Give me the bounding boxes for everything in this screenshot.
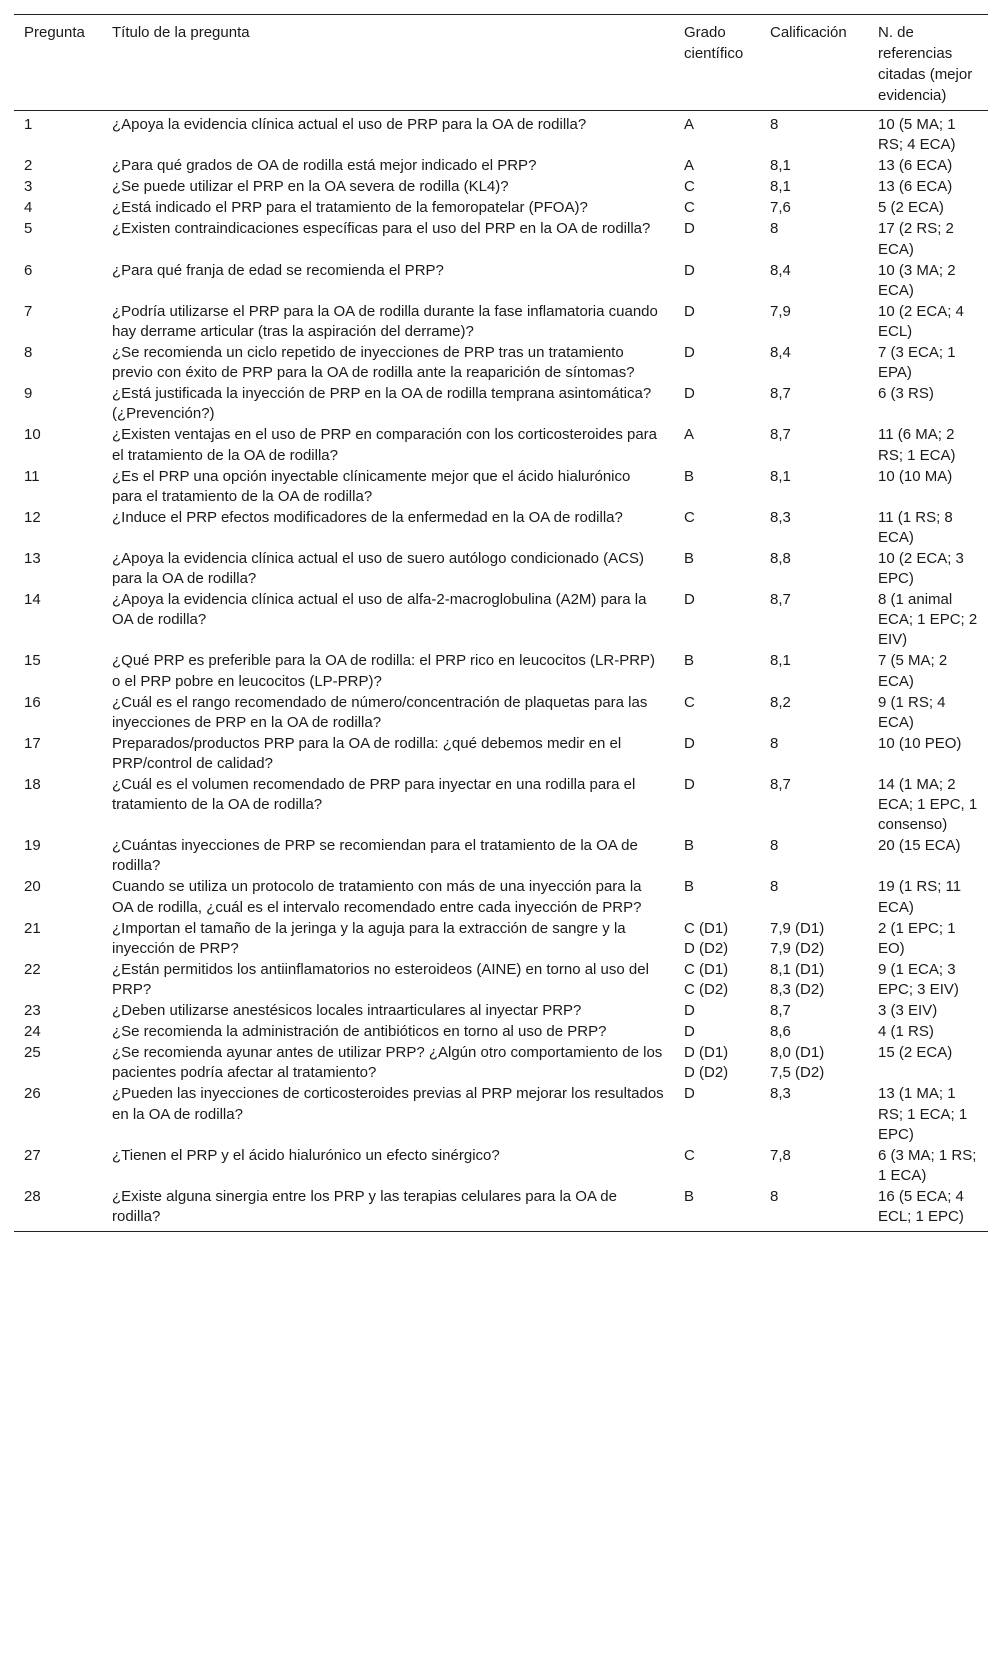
- table-row: [14, 507, 988, 548]
- header-calificacion: Calificación: [760, 15, 868, 111]
- cell-grado: D: [684, 220, 695, 238]
- cell-titulo: ¿Importan el tamaño de la jeringa y la aguja para la extracción de sangre y la inyección de PRP?: [112, 919, 626, 957]
- cell-referencias: 16 (5 ECA; 4 ECL; 1 EPC): [868, 1186, 988, 1232]
- cell-pregunta: 24: [24, 1023, 41, 1041]
- cell-pregunta: 21: [24, 919, 41, 937]
- table-row: [14, 383, 988, 424]
- cell-titulo: ¿Deben utilizarse anestésicos locales intraarticulares al inyectar PRP?: [112, 1002, 582, 1020]
- cell-grado: C: [684, 508, 695, 526]
- cell-calificacion: 8,6: [770, 1023, 791, 1041]
- cell-pregunta: 1: [24, 116, 33, 133]
- table-row: [14, 176, 988, 197]
- header-pregunta: Pregunta: [14, 15, 102, 111]
- cell-pregunta: 6: [24, 261, 33, 279]
- cell-pregunta: 3: [24, 178, 33, 196]
- cell-calificacion: 8,3: [770, 1085, 791, 1103]
- cell-calificacion: 8,7: [770, 385, 791, 403]
- cell-grado: D: [684, 776, 695, 793]
- table-row: [14, 733, 988, 774]
- cell-grado: C: [684, 1146, 695, 1164]
- cell-referencias: 10 (3 MA; 2 ECA): [878, 261, 956, 299]
- cell-referencias: 3 (3 EIV): [878, 1002, 938, 1020]
- table-row: [14, 466, 988, 507]
- cell-grado: D: [684, 344, 695, 362]
- cell-grado: D (D1) D (D2): [684, 1044, 729, 1082]
- cell-calificacion: 8,0 (D1) 7,5 (D2): [770, 1044, 825, 1082]
- cell-referencias: 15 (2 ECA): [878, 1044, 953, 1062]
- cell-referencias: 8 (1 animal ECA; 1 EPC; 2 EIV): [878, 591, 978, 649]
- cell-calificacion: 8: [770, 837, 779, 855]
- cell-referencias: 7 (5 MA; 2 ECA): [878, 652, 948, 690]
- cell-calificacion: 8,4: [770, 344, 791, 362]
- cell-referencias: 19 (1 RS; 11 ECA): [878, 878, 962, 916]
- cell-calificacion: 8,1: [770, 467, 791, 485]
- cell-pregunta: 25: [24, 1044, 41, 1062]
- cell-calificacion: 7,9: [770, 302, 791, 320]
- cell-pregunta: 9: [24, 385, 33, 403]
- cell-pregunta: 11: [24, 467, 40, 485]
- table-row: [14, 1083, 988, 1144]
- cell-referencias: 10 (2 ECA; 3 EPC): [878, 549, 964, 588]
- cell-titulo: ¿Cuántas inyecciones de PRP se recomiendan para el tratamiento de la OA de rodilla?: [112, 837, 638, 875]
- cell-grado: B: [684, 878, 695, 896]
- table-row: [14, 589, 988, 650]
- cell-titulo: ¿Está indicado el PRP para el tratamiento de la femoropatelar (PFOA)?: [112, 199, 588, 217]
- table-row: [14, 835, 988, 876]
- cell-referencias: 6 (3 RS): [878, 385, 934, 403]
- cell-titulo: ¿Para qué grados de OA de rodilla está mejor indicado el PRP?: [112, 157, 537, 175]
- cell-titulo: ¿Existen contraindicaciones específicas para el uso del PRP en la OA de rodilla?: [112, 220, 651, 238]
- cell-titulo: ¿Está justificada la inyección de PRP en la OA de rodilla temprana asintomática? (¿Prevención?): [112, 385, 652, 423]
- table-row: [14, 342, 988, 383]
- cell-titulo: ¿Se recomienda ayunar antes de utilizar PRP? ¿Algún otro comportamiento de los pacientes podría afectar al tratamiento?: [112, 1044, 663, 1082]
- cell-pregunta: 10: [24, 426, 41, 444]
- cell-pregunta: 13: [24, 549, 41, 567]
- cell-pregunta: 14: [24, 591, 41, 609]
- cell-referencias: 2 (1 EPC; 1 EO): [878, 919, 956, 957]
- cell-referencias: 20 (15 ECA): [878, 837, 961, 855]
- cell-titulo: ¿Se recomienda un ciclo repetido de inyecciones de PRP tras un tratamiento previo con éxito de PRP para la OA de rodilla ante la reaparición de síntomas?: [112, 344, 635, 382]
- cell-pregunta: 26: [24, 1085, 41, 1103]
- table-header: [14, 15, 988, 111]
- cell-pregunta: 28: [14, 1186, 102, 1232]
- prp-questions-table: [14, 14, 988, 1232]
- cell-referencias: 10 (10 PEO): [878, 734, 962, 752]
- cell-titulo: ¿Es el PRP una opción inyectable clínicamente mejor que el ácido hialurónico para el tratamiento de la OA de rodilla?: [112, 467, 631, 505]
- table-row: [14, 1186, 988, 1232]
- cell-referencias: 5 (2 ECA): [878, 199, 944, 217]
- table-row: [14, 548, 988, 589]
- cell-referencias: 10 (5 MA; 1 RS; 4 ECA): [878, 116, 956, 154]
- cell-grado: D: [684, 734, 695, 752]
- cell-grado: C: [684, 199, 695, 217]
- table-row: [14, 155, 988, 176]
- table-row: [14, 1145, 988, 1186]
- table-row: [14, 876, 988, 917]
- table-row: [14, 650, 988, 691]
- cell-calificacion: 8,2: [770, 693, 791, 711]
- cell-grado: B: [684, 652, 695, 670]
- cell-referencias: 6 (3 MA; 1 RS; 1 ECA): [878, 1146, 977, 1184]
- header-row: [14, 15, 988, 111]
- table-row: [14, 260, 988, 301]
- cell-pregunta: 12: [24, 508, 41, 526]
- cell-titulo: ¿Apoya la evidencia clínica actual el uso de suero autólogo condicionado (ACS) para la OA de rodilla?: [112, 549, 644, 588]
- cell-referencias: 14 (1 MA; 2 ECA; 1 EPC, 1 consenso): [878, 776, 978, 834]
- cell-pregunta: 2: [24, 157, 33, 175]
- cell-grado: D: [684, 261, 695, 279]
- header-titulo: Título de la pregunta: [102, 15, 674, 111]
- cell-referencias: 13 (1 MA; 1 RS; 1 ECA; 1 EPC): [878, 1085, 968, 1143]
- cell-calificacion: 8: [770, 878, 779, 896]
- cell-grado: D: [684, 302, 695, 320]
- cell-calificacion: 7,6: [770, 199, 791, 217]
- cell-titulo: ¿Existen ventajas en el uso de PRP en comparación con los corticosteroides para el tratamiento de la OA de rodilla?: [112, 426, 658, 464]
- cell-referencias: 10 (10 MA): [878, 467, 953, 485]
- cell-referencias: 13 (6 ECA): [878, 157, 953, 175]
- cell-calificacion: 8,3: [770, 508, 791, 526]
- cell-pregunta: 27: [24, 1146, 41, 1164]
- cell-calificacion: 7,9 (D1) 7,9 (D2): [770, 919, 825, 957]
- cell-calificacion: 8,7: [770, 426, 791, 444]
- table-row: [14, 774, 988, 835]
- cell-titulo: Cuando se utiliza un protocolo de tratamiento con más de una inyección para la OA de rodilla, ¿cuál es el intervalo recomendado entre cada inyección de PRP?: [112, 878, 642, 916]
- cell-titulo: ¿Para qué franja de edad se recomienda el PRP?: [112, 261, 444, 279]
- cell-referencias: 17 (2 RS; 2 ECA): [878, 220, 954, 258]
- cell-grado: D: [684, 1023, 695, 1041]
- cell-titulo: ¿Existe alguna sinergia entre los PRP y las terapias celulares para la OA de rodilla?: [102, 1186, 674, 1232]
- cell-calificacion: 8: [770, 220, 779, 238]
- cell-calificacion: 8,7: [770, 591, 791, 609]
- cell-pregunta: 15: [24, 652, 41, 670]
- cell-grado: A: [684, 426, 695, 444]
- table-row: [14, 218, 988, 259]
- cell-grado: B: [684, 837, 695, 855]
- table-container: [14, 14, 988, 1232]
- cell-pregunta: 23: [24, 1002, 41, 1020]
- cell-grado: A: [684, 116, 695, 133]
- cell-calificacion: 8: [760, 1186, 868, 1232]
- cell-titulo: ¿Qué PRP es preferible para la OA de rodilla: el PRP rico en leucocitos (LR-PRP) o el PRP pobre en leucocitos (LP-PRP)?: [112, 652, 656, 690]
- cell-grado: D: [684, 385, 695, 403]
- cell-grado: D: [684, 1002, 695, 1020]
- cell-grado: A: [684, 157, 695, 175]
- cell-titulo: ¿Cuál es el rango recomendado de número/concentración de plaquetas para las inyecciones de PRP en la OA de rodilla?: [112, 693, 648, 731]
- cell-grado: C (D1) D (D2): [684, 919, 729, 957]
- cell-calificacion: 8,8: [770, 549, 791, 567]
- cell-titulo: ¿Están permitidos los antiinflamatorios no esteroideos (AINE) en torno al uso del PRP?: [112, 960, 649, 998]
- cell-grado: C: [684, 693, 695, 711]
- table-row: [14, 959, 988, 1000]
- table-row: [14, 111, 988, 156]
- cell-grado: C: [684, 178, 695, 196]
- cell-referencias: 10 (2 ECA; 4 ECL): [878, 302, 964, 340]
- header-referencias: N. de referencias citadas (mejor evidencia): [868, 15, 988, 111]
- cell-referencias: 9 (1 ECA; 3 EPC; 3 EIV): [878, 960, 959, 998]
- cell-pregunta: 4: [24, 199, 33, 217]
- cell-titulo: ¿Apoya la evidencia clínica actual el uso de PRP para la OA de rodilla?: [112, 116, 587, 133]
- cell-pregunta: 5: [24, 220, 33, 238]
- cell-titulo: ¿Se puede utilizar el PRP en la OA severa de rodilla (KL4)?: [112, 178, 509, 196]
- cell-calificacion: 8,7: [770, 776, 791, 793]
- table-row: [14, 301, 988, 342]
- cell-calificacion: 8,1 (D1) 8,3 (D2): [770, 960, 825, 998]
- cell-calificacion: 8,1: [770, 652, 791, 670]
- cell-pregunta: 22: [24, 960, 41, 978]
- table-row: [14, 424, 988, 465]
- cell-referencias: 4 (1 RS): [878, 1023, 934, 1041]
- cell-calificacion: 8,1: [770, 157, 791, 175]
- cell-titulo: ¿Pueden las inyecciones de corticosteroides previas al PRP mejorar los resultados en la OA de rodilla?: [112, 1085, 664, 1123]
- cell-grado: B: [684, 549, 695, 567]
- cell-referencias: 13 (6 ECA): [878, 178, 953, 196]
- cell-titulo: ¿Tienen el PRP y el ácido hialurónico un efecto sinérgico?: [112, 1146, 500, 1164]
- cell-titulo: ¿Podría utilizarse el PRP para la OA de rodilla durante la fase inflamatoria cuando hay derrame articular (tras la aspiración del derrame)?: [112, 302, 658, 340]
- cell-referencias: 11 (1 RS; 8 ECA): [878, 508, 953, 546]
- cell-referencias: 9 (1 RS; 4 ECA): [878, 693, 946, 731]
- cell-grado: B: [684, 467, 695, 485]
- cell-grado: C (D1) C (D2): [684, 960, 729, 998]
- cell-pregunta: 16: [24, 693, 41, 711]
- header-grado: Grado científico: [674, 15, 760, 111]
- cell-calificacion: 8,7: [770, 1002, 791, 1020]
- cell-titulo: ¿Apoya la evidencia clínica actual el uso de alfa-2-macroglobulina (A2M) para la OA de rodilla?: [112, 591, 647, 629]
- cell-pregunta: 7: [24, 302, 33, 320]
- cell-titulo: ¿Cuál es el volumen recomendado de PRP para inyectar en una rodilla para el tratamiento de la OA de rodilla?: [112, 776, 636, 814]
- cell-calificacion: 8: [770, 116, 779, 133]
- table-row: [14, 1042, 988, 1083]
- table-row: [14, 1000, 988, 1021]
- cell-pregunta: 8: [24, 344, 33, 362]
- cell-referencias: 7 (3 ECA; 1 EPA): [878, 344, 956, 382]
- table-body: [14, 111, 988, 1232]
- cell-grado: D: [684, 1085, 695, 1103]
- cell-calificacion: 8: [770, 734, 779, 752]
- table-row: [14, 1021, 988, 1042]
- table-row: [14, 918, 988, 959]
- cell-calificacion: 8,1: [770, 178, 791, 196]
- cell-pregunta: 18: [24, 776, 41, 793]
- cell-pregunta: 17: [24, 734, 41, 752]
- table-row: [14, 197, 988, 218]
- cell-titulo: Preparados/productos PRP para la OA de rodilla: ¿qué debemos medir en el PRP/control de calidad?: [112, 734, 622, 772]
- cell-pregunta: 20: [24, 878, 41, 896]
- cell-pregunta: 19: [24, 837, 41, 855]
- cell-calificacion: 7,8: [770, 1146, 791, 1164]
- cell-calificacion: 8,4: [770, 261, 791, 279]
- cell-referencias: 11 (6 MA; 2 RS; 1 ECA): [878, 426, 956, 464]
- cell-titulo: ¿Induce el PRP efectos modificadores de la enfermedad en la OA de rodilla?: [112, 508, 623, 526]
- cell-grado: D: [684, 591, 695, 609]
- cell-grado: B: [674, 1186, 760, 1232]
- table-row: [14, 692, 988, 733]
- cell-titulo: ¿Se recomienda la administración de antibióticos en torno al uso de PRP?: [112, 1023, 607, 1041]
